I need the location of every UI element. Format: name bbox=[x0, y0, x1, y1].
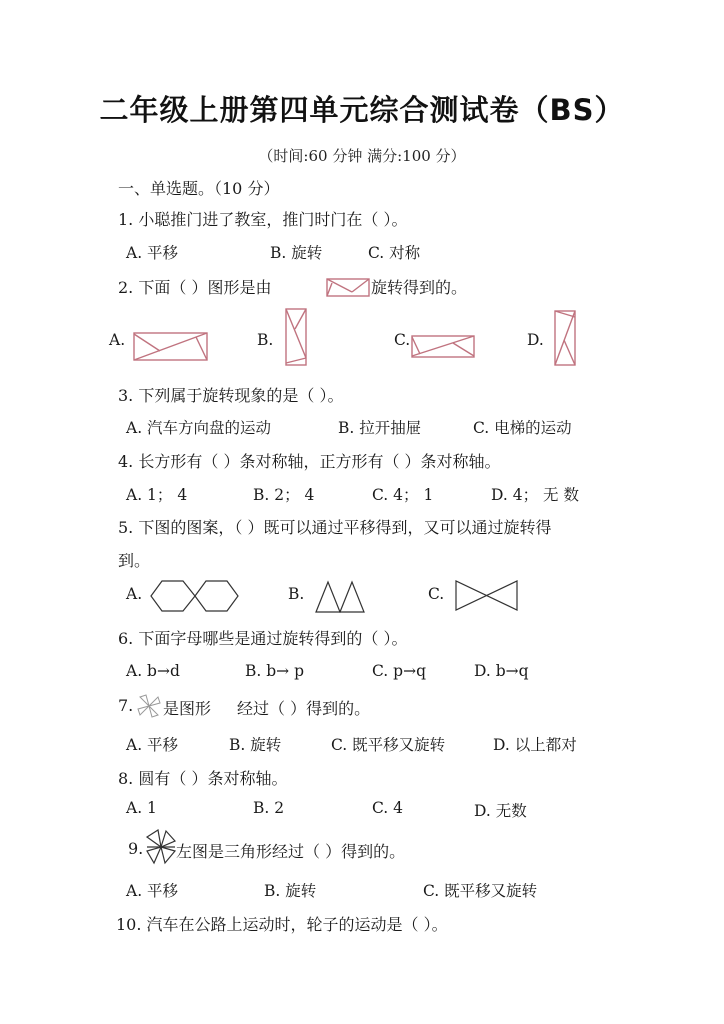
q2-figure-a bbox=[133, 332, 209, 362]
q2-option-c: C. bbox=[394, 331, 411, 349]
question-5-cont: 到。 bbox=[118, 551, 151, 570]
q9-triangle-pinwheel bbox=[145, 829, 177, 865]
q1-option-a: A. 平移 bbox=[126, 244, 179, 262]
q3-option-b: B. 拉开抽屉 bbox=[338, 419, 422, 437]
q6-option-a: A. b→d bbox=[126, 662, 180, 680]
q6-option-b: B. b→ p bbox=[245, 662, 305, 680]
q5-figure-hexagons bbox=[150, 580, 240, 614]
q8-option-d: D. 无数 bbox=[474, 802, 527, 820]
q7-option-b: B. 旋转 bbox=[229, 736, 282, 754]
q5-figure-triangles bbox=[315, 580, 367, 614]
question-5: 5. 下图的图案，（ ）既可以通过平移得到，又可以通过旋转得 bbox=[118, 518, 552, 537]
question-7: 7. bbox=[118, 696, 134, 715]
q2-figure-d bbox=[554, 310, 578, 368]
q4-option-a: A. 1； 4 bbox=[126, 486, 188, 504]
q4-option-d: D. 4； 无 数 bbox=[491, 486, 579, 504]
q7-option-c: C. 既平移又旋转 bbox=[331, 736, 446, 754]
q6-option-d: D. b→q bbox=[474, 662, 529, 680]
q8-option-a: A. 1 bbox=[126, 799, 157, 817]
question-6: 6. 下面字母哪些是通过旋转得到的（ ）。 bbox=[118, 629, 408, 648]
question-8: 8. 圆有（ ）条对称轴。 bbox=[118, 769, 288, 788]
q1-option-b: B. 旋转 bbox=[270, 244, 323, 262]
q9-option-b: B. 旋转 bbox=[264, 882, 317, 900]
page-title: 二年级上册第四单元综合测试卷（BS） bbox=[99, 93, 625, 127]
question-1: 1. 小聪推门进了教室，推门时门在（ ）。 bbox=[118, 210, 408, 229]
q2-option-b: B. bbox=[257, 331, 274, 349]
q2-figure-b bbox=[285, 308, 309, 368]
exam-info: （时间:60 分钟 满分:100 分） bbox=[258, 147, 466, 165]
question-3: 3. 下列属于旋转现象的是（ ）。 bbox=[118, 386, 344, 405]
q2-reference-figure bbox=[326, 278, 370, 298]
question-2: 2. 下面（ ）图形是由 bbox=[118, 278, 272, 297]
q6-option-c: C. p→q bbox=[372, 662, 426, 680]
question-7-mid: 是图形 bbox=[163, 699, 212, 718]
q4-option-c: C. 4； 1 bbox=[372, 486, 434, 504]
q5-option-a: A. bbox=[126, 585, 143, 603]
q8-option-b: B. 2 bbox=[253, 799, 285, 817]
q3-option-c: C. 电梯的运动 bbox=[473, 419, 572, 437]
q7-option-a: A. 平移 bbox=[126, 736, 179, 754]
question-7-cont: 经过（ ）得到的。 bbox=[237, 699, 371, 718]
question-9: 9. bbox=[128, 839, 144, 858]
question-2-cont: 旋转得到的。 bbox=[371, 278, 468, 297]
q1-option-c: C. 对称 bbox=[368, 244, 421, 262]
section-heading: 一、单选题。（10 分） bbox=[118, 179, 280, 198]
q2-option-d: D. bbox=[527, 331, 544, 349]
q4-option-b: B. 2； 4 bbox=[253, 486, 315, 504]
q7-option-d: D. 以上都对 bbox=[493, 736, 577, 754]
question-4: 4. 长方形有（ ）条对称轴，正方形有（ ）条对称轴。 bbox=[118, 452, 501, 471]
q2-figure-c bbox=[411, 335, 477, 359]
q8-option-c: C. 4 bbox=[372, 799, 404, 817]
q9-option-a: A. 平移 bbox=[126, 882, 179, 900]
question-10: 10. 汽车在公路上运动时，轮子的运动是（ ）。 bbox=[116, 915, 448, 934]
q3-option-a: A. 汽车方向盘的运动 bbox=[126, 419, 272, 437]
q5-figure-bowtie bbox=[455, 580, 519, 612]
q9-option-c: C. 既平移又旋转 bbox=[423, 882, 538, 900]
q5-option-b: B. bbox=[288, 585, 305, 603]
q2-option-a: A. bbox=[109, 331, 126, 349]
q5-option-c: C. bbox=[428, 585, 445, 603]
q7-pinwheel-figure bbox=[136, 694, 162, 718]
question-9-cont: 左图是三角形经过（ ）得到的。 bbox=[176, 842, 406, 861]
